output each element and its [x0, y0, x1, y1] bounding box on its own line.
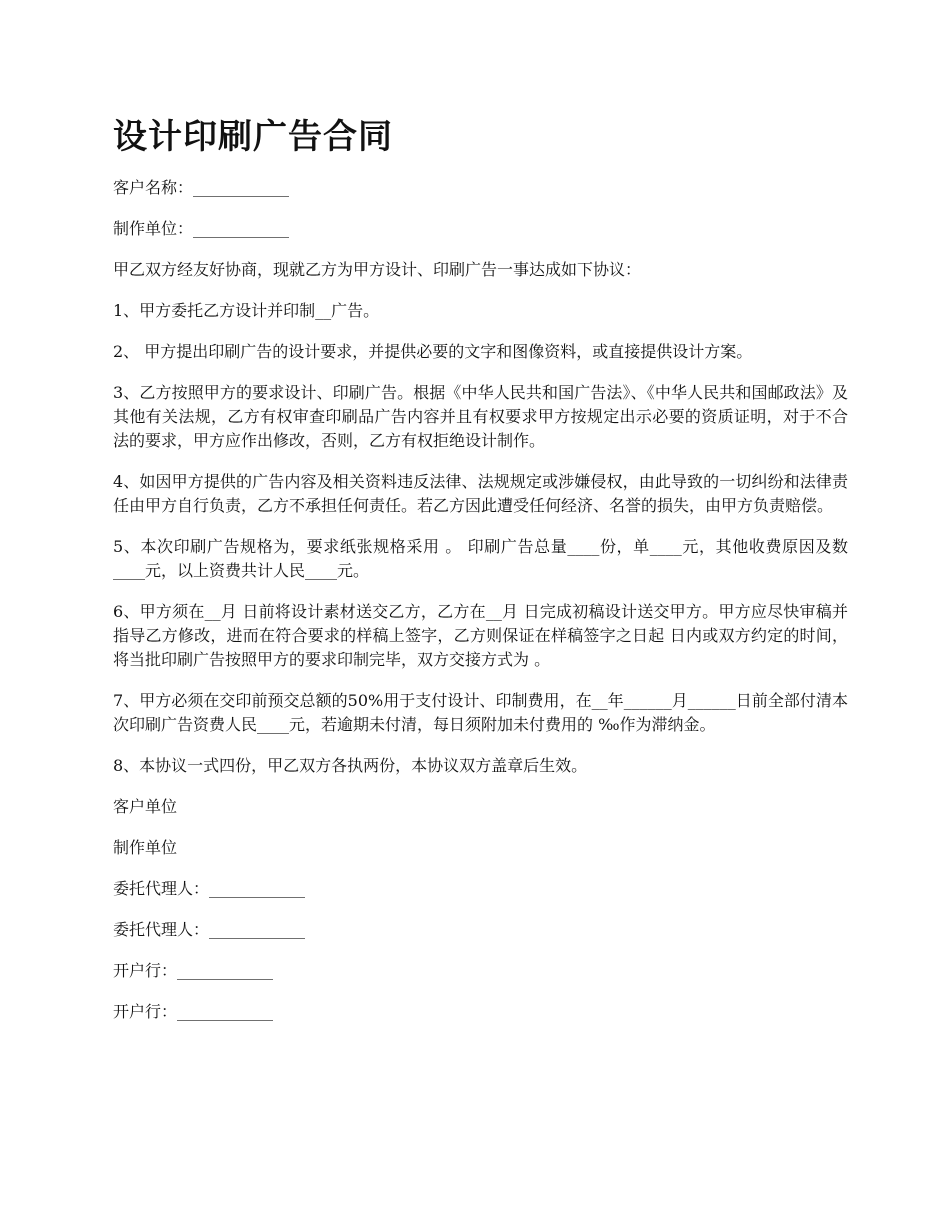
producer-line: 制作单位：____________ [113, 219, 290, 238]
clause-1: 1、甲方委托乙方设计并印制__广告。 [113, 301, 380, 320]
document-title: 设计印刷广告合同 [113, 117, 393, 157]
agreement-intro: 甲乙双方经友好协商，现就乙方为甲方设计、印刷广告一事达成如下协议： [113, 260, 642, 279]
clause-7: 7、甲方必须在交印前预交总额的50%用于支付设计、印制费用，在__年______月______日前全部付清本次印刷广告资费人民____元，若逾期未付清，每日须附加未付费用的 ‰作为滞纳金。 [113, 691, 848, 734]
producer-unit-label: 制作单位 [113, 838, 178, 857]
producer-bank-line: 开户行：____________ [113, 1002, 274, 1021]
client-name-line: 客户名称：____________ [113, 178, 290, 197]
document-page [113, 110, 848, 1041]
producer-agent-line: 委托代理人：____________ [113, 920, 306, 939]
clause-8: 8、本协议一式四份，甲乙双方各执两份，本协议双方盖章后生效。 [113, 756, 588, 775]
clause-3: 3、乙方按照甲方的要求设计、印刷广告。根据《中华人民共和国广告法》、《中华人民共和国邮政法》及其他有关法规，乙方有权审查印刷品广告内容并且有权要求甲方按规定出示必要的资质证明，对于不合法的要求，甲方应作出修改，否则，乙方有权拒绝设计制作。 [113, 383, 848, 450]
clause-2: 2、 甲方提出印刷广告的设计要求，并提供必要的文字和图像资料，或直接提供设计方案。 [113, 342, 753, 361]
clause-5: 5、本次印刷广告规格为，要求纸张规格采用 。 印刷广告总量____份，单____元，其他收费原因及数____元，以上资费共计人民____元。 [113, 537, 848, 580]
client-agent-line: 委托代理人：____________ [113, 879, 306, 898]
clause-6: 6、甲方须在__月 日前将设计素材送交乙方，乙方在__月 日完成初稿设计送交甲方。甲方应尽快审稿并指导乙方修改，进而在符合要求的样稿上签字，乙方则保证在样稿签字之日起 日内或双方约定的时间，将当批印刷广告按照甲方的要求印制完毕，双方交接方式为 。 [113, 602, 848, 669]
client-bank-line: 开户行：____________ [113, 961, 274, 980]
clause-4: 4、如因甲方提供的广告内容及相关资料违反法律、法规规定或涉嫌侵权，由此导致的一切纠纷和法律责任由甲方自行负责，乙方不承担任何责任。若乙方因此遭受任何经济、名誉的损失，由甲方负责赔偿。 [113, 472, 848, 515]
client-unit-label: 客户单位 [113, 797, 178, 816]
